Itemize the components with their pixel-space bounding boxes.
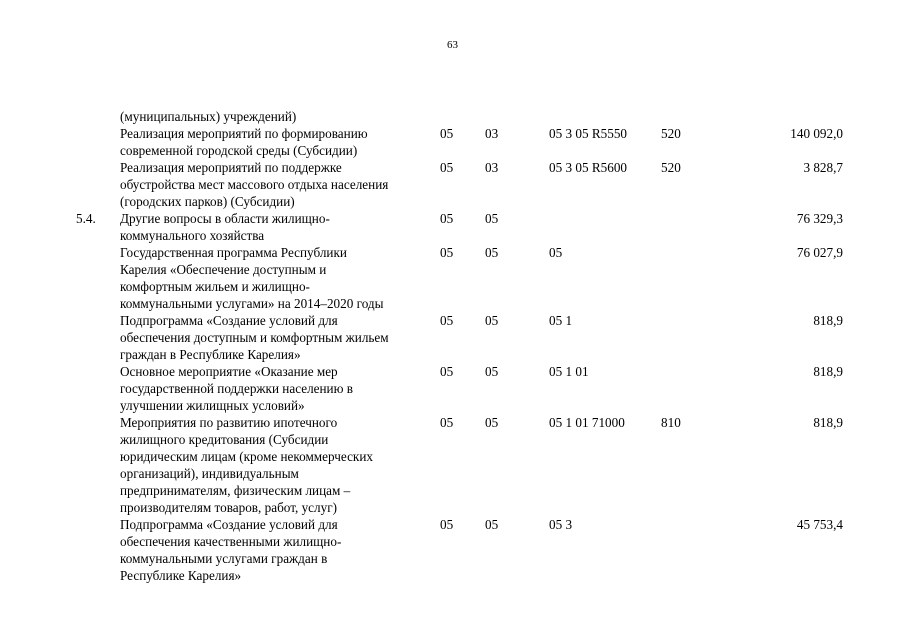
row-name	[120, 516, 440, 584]
row-name-line: Другие вопросы в области жилищно-	[120, 211, 330, 226]
row-name-line: обустройства мест массового отдыха населения	[120, 177, 389, 192]
row-expense-type: 520	[661, 160, 681, 175]
row-name-line: Государственная программа Республики	[120, 245, 347, 260]
row-expense-type: 810	[661, 415, 681, 430]
row-subsection: 05	[485, 517, 499, 532]
row-name-line: организаций), индивидуальным	[120, 466, 299, 481]
page-number: 63	[447, 39, 458, 51]
table-row	[0, 414, 905, 516]
row-section: 05	[440, 245, 454, 260]
row-name-line: производителям товаров, работ, услуг)	[120, 500, 337, 515]
table-row	[0, 159, 905, 210]
row-name	[120, 363, 440, 414]
row-subsection: 05	[485, 245, 499, 260]
row-target-article: 05 1 01	[549, 364, 589, 379]
table-row	[0, 312, 905, 363]
row-name-line: Карелия «Обеспечение доступным и	[120, 262, 327, 277]
row-amount: 818,9	[813, 364, 843, 379]
row-name-line: Реализация мероприятий по поддержке	[120, 160, 342, 175]
row-amount: 3 828,7	[803, 160, 843, 175]
row-target-article: 05 3 05 R5600	[549, 160, 628, 175]
row-name	[120, 414, 440, 516]
table-row	[0, 516, 905, 584]
budget-table	[0, 108, 905, 584]
row-name-line: комфортным жильем и жилищно-	[120, 279, 310, 294]
row-name	[120, 244, 440, 312]
row-number: 5.4.	[76, 211, 96, 226]
row-target-article: 05	[549, 245, 563, 260]
row-subsection: 05	[485, 211, 499, 226]
row-name-line: улучшении жилищных условий»	[120, 398, 305, 413]
row-name-line: жилищного кредитования (Субсидии	[120, 432, 329, 447]
row-target-article: 05 3 05 R5550	[549, 126, 628, 141]
row-subsection: 03	[485, 126, 499, 141]
row-name-line: Подпрограмма «Создание условий для	[120, 313, 338, 328]
row-target-article: 05 1 01 71000	[549, 415, 625, 430]
row-name-line: обеспечения доступным и комфортным жильем	[120, 330, 389, 345]
row-amount: 140 092,0	[790, 126, 843, 141]
row-name-line: коммунального хозяйства	[120, 228, 265, 243]
row-name	[120, 210, 440, 244]
row-name-line: коммунальными услугами» на 2014–2020 годы	[120, 296, 384, 311]
row-section: 05	[440, 313, 454, 328]
row-amount: 818,9	[813, 313, 843, 328]
row-name-line: Республике Карелия»	[120, 568, 242, 583]
row-name-line: обеспечения качественными жилищно-	[120, 534, 342, 549]
row-section: 05	[440, 126, 454, 141]
table-row	[0, 125, 905, 159]
table-row	[0, 363, 905, 414]
row-amount: 76 027,9	[796, 245, 843, 260]
row-name	[120, 312, 440, 363]
table-row	[0, 108, 905, 125]
row-name-line: Мероприятия по развитию ипотечного	[120, 415, 338, 430]
row-name-line: Подпрограмма «Создание условий для	[120, 517, 338, 532]
row-subsection: 05	[485, 313, 499, 328]
row-target-article: 05 1	[549, 313, 573, 328]
row-target-article: 05 3	[549, 517, 573, 532]
row-name	[120, 125, 440, 159]
row-name-line: Основное мероприятие «Оказание мер	[120, 364, 338, 379]
row-name	[120, 159, 440, 210]
row-name-line: государственной поддержки населению в	[120, 381, 353, 396]
row-name-line: Реализация мероприятий по формированию	[120, 126, 368, 141]
row-section: 05	[440, 160, 454, 175]
row-name-line: граждан в Республике Карелия»	[120, 347, 301, 362]
row-section: 05	[440, 364, 454, 379]
row-amount: 818,9	[813, 415, 843, 430]
row-expense-type: 520	[661, 126, 681, 141]
row-name-line: современной городской среды (Субсидии)	[120, 143, 358, 158]
row-section: 05	[440, 415, 454, 430]
row-section: 05	[440, 517, 454, 532]
row-section: 05	[440, 211, 454, 226]
table-row	[0, 244, 905, 312]
row-name-line: коммунальными услугами граждан в	[120, 551, 328, 566]
table-row	[0, 210, 905, 244]
row-amount: 45 753,4	[796, 517, 843, 532]
row-subsection: 03	[485, 160, 499, 175]
row-amount: 76 329,3	[796, 211, 843, 226]
row-subsection: 05	[485, 415, 499, 430]
row-name-line: предпринимателям, физическим лицам –	[120, 483, 351, 498]
row-name-line: (муниципальных) учреждений)	[120, 109, 297, 124]
row-name-line: юридическим лицам (кроме некоммерческих	[120, 449, 373, 464]
row-name-line: (городских парков) (Субсидии)	[120, 194, 295, 209]
row-subsection: 05	[485, 364, 499, 379]
row-name	[120, 108, 440, 125]
